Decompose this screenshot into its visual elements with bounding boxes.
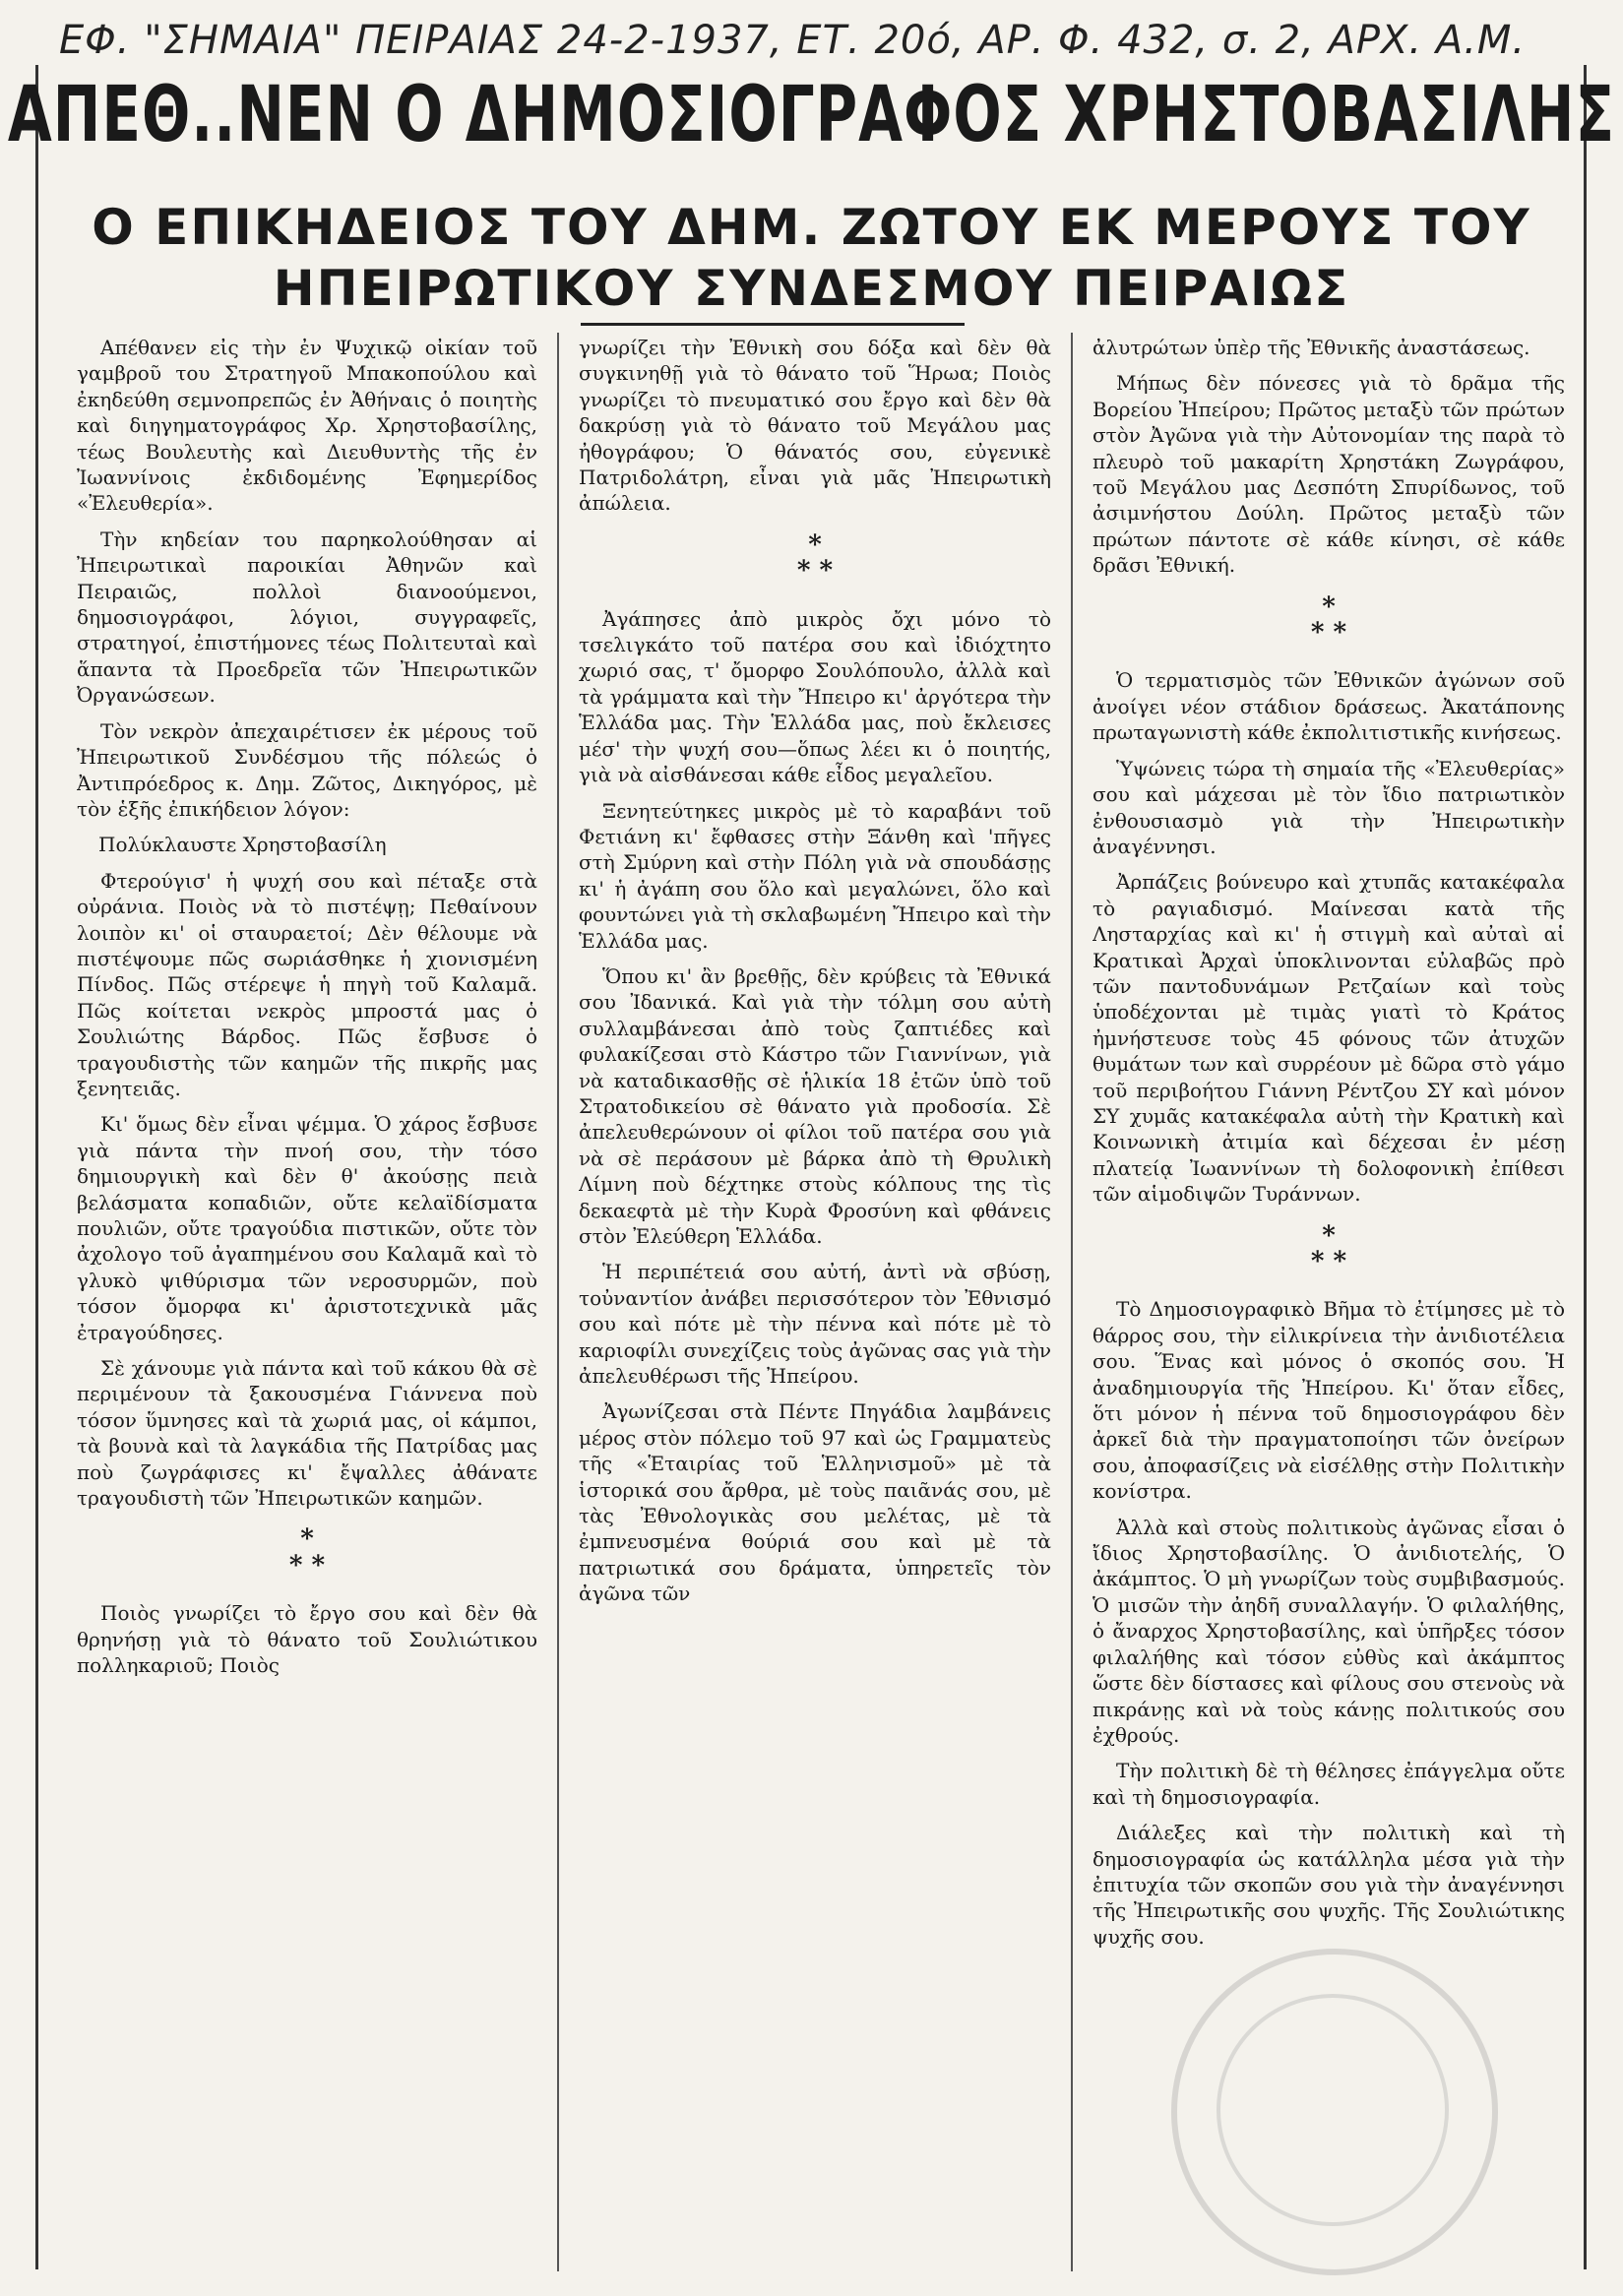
column-divider <box>557 333 559 2271</box>
paragraph: Μήπως δὲν πόνεσες γιὰ τὸ δρᾶμα τῆς Βορείου Ἠπείρου; Πρῶτος μεταξὺ τῶν πρώτων στὸν Ἀγῶνα γιὰ τὴν Αὐτονομίαν της παρὰ τὸ πλευρὸ τοῦ μακαρίτη Χρηστάκη Ζωγράφου, τοῦ Μεγάλου μας Δεσπότη Σπυρίδωνος, τοῦ ἀσιμνήστου Δούλη. Πρῶτος μεταξὺ τῶν πρώτων πάντοτε σὲ κάθε κίνησι, σὲ κάθε δρᾶσι Ἐθνική. <box>1092 371 1565 578</box>
subheadline-line-2: ΗΠΕΙΡΩΤΙΚΟΥ ΣΥΝΔΕΣΜΟΥ ΠΕΙΡΑΙΩΣ <box>273 260 1350 317</box>
section-separator: * * * <box>796 529 834 587</box>
section-separator: * * * <box>1310 591 1347 649</box>
paragraph: Ὁ τερματισμὸς τῶν Ἐθνικῶν ἀγώνων σοῦ ἀνοίγει νέον στάδιον δράσεως. Ἀκατάπονης πρωταγωνιστὴ κάθε ἐκπολιτιστικῆς κινήσεως. <box>1092 668 1565 745</box>
paragraph: Σὲ χάνουμε γιὰ πάντα καὶ τοῦ κάκου θὰ σὲ περιμένουν τὰ ξακουσμένα Γιάννενα ποὺ τόσον ὕμνησες καὶ τὰ χωριά μας, οἱ κάμποι, τὰ βουνὰ καὶ τὰ λαγκάδια τῆς Πατρίδας μας ποὺ ζωγράφισες κι' ἔψαλλες ἀθάνατε τραγουδιστὴ τῶν Ἠπειρωτικῶν καημῶν. <box>77 1356 537 1511</box>
paragraph: Κι' ὅμως δὲν εἶναι ψέμμα. Ὁ χάρος ἔσβυσε γιὰ πάντα τὴν πνοή σου, τὴν τόσο δημιουργικὴ καὶ δὲν θ' ἀκούσῃς πειὰ βελάσματα κοπαδιῶν, οὔτε κελαϊδίσματα πουλιῶν, οὔτε τραγούδια πιστικῶν, οὔτε τὸν ἀχολογο τοῦ ἀγαπημένου σου Καλαμᾶ καὶ τὸ γλυκὸ ψιθύρισμα τῶν νεροσυρμῶν, ποὺ τόσον ὄμορφα κι' ἀριστοτεχνικὰ μᾶς ἐτραγούδησες. <box>77 1112 537 1344</box>
paragraph: Τὸν νεκρὸν ἀπεχαιρέτισεν ἐκ μέρους τοῦ Ἠπειρωτικοῦ Συνδέσμου τῆς πόλεώς ὁ Ἀντιπρόεδρος κ. Δημ. Ζῶτος, Δικηγόρος, μὲ τὸν ἑξῆς ἐπικήδειον λόγον: <box>77 718 537 821</box>
section-separator: * * * <box>288 1524 326 1581</box>
paragraph: γνωρίζει τὴν Ἐθνικὴ σου δόξα καὶ δὲν θὰ συγκινηθῇ γιὰ τὸ θάνατο τοῦ Ἥρωα; Ποιὸς γνωρίζει τὸ πνευματικό σου ἔργο καὶ δὲν θὰ δακρύσῃ γιὰ τὸ θάνατο τοῦ Μεγάλου μας ἠθογράφου; Ὁ θάνατός σου, εὐγενικὲ Πατριδολάτρη, εἶναι γιὰ μᾶς Ἠπειρωτικὴ ἀπώλεια. <box>579 336 1051 516</box>
paragraph: Τὴν κηδείαν του παρηκολούθησαν αἱ Ἠπειρωτικαὶ παροικίαι Ἀθηνῶν καὶ Πειραιῶς, πολλοὶ διανοούμενοι, δημοσιογράφοι, λόγιοι, συγγραφεῖς, στρατηγοί, ἐπιστήμονες τέως Πολιτευταὶ καὶ ἅπαντα τὰ Προεδρεῖα τῶν Ἠπειρωτικῶν Ὀργανώσεων. <box>77 527 537 708</box>
paragraph: Ξενητεύτηκες μικρὸς μὲ τὸ καραβάνι τοῦ Φετιάνη κι' ἔφθασες στὴν Ξάνθη καὶ 'πῆγες στὴ Σμύρνη καὶ στὴν Πόλη γιὰ νὰ σπουδάσῃς κι' ἡ ἀγάπη σου ὅλο καὶ μεγαλώνει, ὅλο καὶ φουντώνει γιὰ τὴ σκλαβωμένη Ἤπειρο καὶ τὴν Ἑλλάδα μας. <box>579 798 1051 953</box>
article-column-2 <box>579 335 1051 2273</box>
paragraph: Ἡ περιπέτειά σου αὐτή, ἀντὶ νὰ σβύσῃ, τοὐναντίον ἀνάβει περισσότερον τὸν Ἐθνισμό σου καὶ πότε μὲ τὴν πέννα καὶ πότε μὲ τὸ καριοφίλι συνεχίζεις τοὺς ἀγῶνας σας γιὰ τὴν ἀπελευθέρωσι τῆς Ἠπείρου. <box>579 1260 1051 1389</box>
paragraph: Διάλεξες καὶ τὴν πολιτικὴ καὶ τὴ δημοσιογραφία ὡς κατάλληλα μέσα γιὰ τὴν ἐπιτυχία τῶν σκοπῶν σου γιὰ τὴν ἀναγέννησι τῆς Ἠπειρωτικῆς σου ψυχῆς. Τῆς Σουλιώτικης ψυχῆς σου. <box>1092 1821 1565 1949</box>
paragraph: Ἀρπάζεις βούνευρο καὶ χτυπᾶς κατακέφαλα τὸ ραγιαδισμό. Μαίνεσαι κατὰ τῆς Λησταρχίας καὶ κι' ἡ στιγμὴ καὶ αὐταὶ αἱ Κρατικαὶ Ἀρχαὶ ὑποκλινονται εὐλαβῶς πρὸ τῶν παντοδυνάμων Ρετζαίων καὶ τοὺς ὑποδέχονται μὲ τιμὰς γιατὶ τὸ Κράτος ἠμνήστευσε τοὺς 45 φόνους τῶν ἀτυχῶν θυμάτων των καὶ συρρέουν μὲ δῶρα στὸ γάμο τοῦ περιβοήτου Γιάννη Ρέντζου ΣΥ καὶ μόνον ΣΥ χυμᾶς κατακέφαλα αὐτὴ τὴν Κρατικὴ καὶ Κοινωνικὴ ἀτιμία καὶ δέχεσαι ἐν μέσῃ πλατείᾳ Ἰωαννίνων τὴ δολοφονικὴ ἐπίθεσι τῶν αἱμοδιψῶν Τυράννων. <box>1092 870 1565 1207</box>
paragraph: Απέθανεν εἰς τὴν ἐν Ψυχικῷ οἰκίαν τοῦ γαμβροῦ του Στρατηγοῦ Μπακοπούλου καὶ ἐκηδεύθη σεμνοπρεπῶς ἐν Ἀθήναις ὁ ποιητὴς καὶ διηγηματογράφος Χρ. Χρηστοβασίλης, τέως Βουλευτὴς καὶ Διευθυντὴς τῆς ἐν Ἰωαννίνοις ἐκδιδομένης Ἐφημερίδος «Ἐλευθερία». <box>77 336 537 516</box>
paragraph: Ὑψώνεις τώρα τὴ σημαία τῆς «Ἐλευθερίας» σου καὶ μάχεσαι μὲ τὸν ἴδιο πατριωτικὸν ἐνθουσιασμὸ γιὰ τὴν Ἠπειρωτικὴν ἀναγέννησι. <box>1092 756 1565 858</box>
paragraph: Ἀγάπησες ἀπὸ μικρὸς ὄχι μόνο τὸ τσελιγκάτο τοῦ πατέρα σου καὶ ἰδιόχτητο χωριό σας, τ' ὄμορφο Σουλόπουλο, ἀλλὰ καὶ τὰ γράμματα καὶ τὴν Ἤπειρο κι' ἀργότερα τὴν Ἑλλάδα μας. Τὴν Ἑλλάδα μας, ποὺ ἔκλεισες μέσ' τὴν ψυχή σου—ὅπως λέει κι ὁ ποιητής, γιὰ νὰ αἰσθάνεσαι κάθε εἶδος μεγαλεῖου. <box>579 606 1051 787</box>
archive-stamp-watermark <box>1171 1949 1498 2275</box>
paragraph: Ἀλλὰ καὶ στοὺς πολιτικοὺς ἀγῶνας εἶσαι ὁ ἴδιος Χρηστοβασίλης. Ὁ ἀνιδιοτελής, Ὁ ἀκάμπτος. Ὁ μὴ γνωρίζων τοὺς συμβιβασμούς. Ὁ μισῶν τὴν ἀηδῆ συναλλαγήν. Ὁ φιλαλήθης, ὁ ἄναρχος Χρηστοβασίλης, καὶ ὑπῆρξες τόσον φιλαλήθης καὶ τόσον εὐθὺς καὶ ἀκάμπτος ὥστε δὲν δίστασες καὶ φίλους σου στενοὺς νὰ πικράνῃς καὶ νὰ τοὺς κάνῃς πολιτικούς σου ἐχθρούς. <box>1092 1515 1565 1747</box>
article-column-1 <box>77 335 537 2273</box>
handwritten-archive-note: ΕΦ. "ΣΗΜΑΙΑ" ΠΕΙΡΑΙΑΣ 24-2-1937, ΕΤ. 20ό, ΑΡ. Φ. 432, σ. 2, ΑΡΧ. Α.Μ. <box>59 18 1527 63</box>
headline-rule <box>581 323 965 326</box>
headline: ΑΠΕΘ..ΝΕΝ Ο ΔΗΜΟΣΙΟΓΡΑΦΟΣ ΧΡΗΣΤΟΒΑΣΙΛΗΣ <box>7 69 1616 159</box>
paragraph: Πολύκλαυστε Χρηστοβασίλη <box>98 833 387 857</box>
paragraph: ἀλυτρώτων ὑπὲρ τῆς Ἐθνικῆς ἀναστάσεως. <box>1092 336 1530 359</box>
paragraph: Φτερούγισ' ἡ ψυχή σου καὶ πέταξε στὰ οὐράνια. Ποιὸς νὰ τὸ πιστέψῃ; Πεθαίνουν λοιπὸν κι' οἱ σταυραετοί; Δὲν θέλουμε νὰ πιστέψουμε πῶς σωριάσθηκε ἡ χιονισμένη Πίνδος. Πῶς στέρεψε ἡ πηγὴ τοῦ Καλαμᾶ. Πῶς κοίτεται νεκρὸς μπροστά μας ὁ Σουλιώτης Βάρδος. Πῶς ἔσβυσε ὁ τραγουδιστὴς τῶν καημῶν τῆς πικρῆς μας ξενητειᾶς. <box>77 868 537 1100</box>
subheadline <box>0 197 1623 319</box>
paragraph: Τὴν πολιτικὴ δὲ τὴ θέλησες ἐπάγγελμα οὔτε καὶ τὴ δημοσιογραφία. <box>1092 1759 1565 1809</box>
subheadline-line-1: Ο ΕΠΙΚΗΔΕΙΟΣ ΤΟΥ ΔΗΜ. ΖΩΤΟΥ ΕΚ ΜΕΡΟΥΣ ΤΟΥ <box>92 199 1531 256</box>
paragraph: Τὸ Δημοσιογραφικὸ Βῆμα τὸ ἐτίμησες μὲ τὸ θάρρος σου, τὴν εἰλικρίνεια τὴν ἀνιδιοτέλεια σου. Ἕνας καὶ μόνος ὁ σκοπός σου. Ἡ ἀναδημιουργία τῆς Ἠπείρου. Κι' ὅταν εἶδες, ὅτι μόνον ἡ πέννα τοῦ δημοσιογράφου δὲν ἀρκεῖ διὰ τὴν πραγματοποίησι τῶν ὀνείρων σου, ἀποφασίζεις νὰ εἰσέλθῃς στὴν Πολιτικὴν κονίστρα. <box>1092 1297 1565 1504</box>
paragraph: Ὅπου κι' ἂν βρεθῇς, δὲν κρύβεις τὰ Ἐθνικά σου Ἰδανικά. Καὶ γιὰ τὴν τόλμη σου αὐτὴ συλλαμβάνεσαι ἀπὸ τοὺς ζαπτιέδες καὶ φυλακίζεσαι στὸ Κάστρο τῶν Γιαννίνων, γιὰ νὰ καταδικασθῇς σὲ ἡλικία 18 ἐτῶν ὑπὸ τοῦ Στρατοδικείου σὲ θάνατο γιὰ προδοσία. Σὲ ἀπελευθερώνουν οἱ φίλοι τοῦ πατέρα σου γιὰ νὰ σὲ περάσουν μὲ βάρκα ἀπὸ τὴ Θρυλικὴ Λίμνη ποὺ δέχτηκε στοὺς κόλπους της τὶς δεκαεφτὰ μὲ τὴν Κυρὰ Φροσύνη καὶ φθάνεις στὸν Ἐλεύθερη Ἑλλάδα. <box>579 963 1051 1248</box>
archive-stamp-inner-ring <box>1217 1994 1449 2226</box>
paragraph: Ἀγωνίζεσαι στὰ Πέντε Πηγάδια λαμβάνεις μέρος στὸν πόλεμο τοῦ 97 καὶ ὡς Γραμματεὺς τῆς «Ἑταιρίας τοῦ Ἑλληνισμοῦ» μὲ τὰ ἱστορικά σου ἄρθρα, μὲ τοὺς παιᾶνάς σου, μὲ τὰς Ἐθνολογικὰς σου μελέτας, μὲ τὰ ἐμπνευσμένα θούριά σου καὶ μὲ τὰ πατριωτικά σου δράματα, ὑπηρετεῖς τὸν ἀγῶνα τῶν <box>579 1399 1051 1606</box>
column-divider <box>1071 333 1073 2271</box>
paragraph: Ποιὸς γνωρίζει τὸ ἔργο σου καὶ δὲν θὰ θρηνήσῃ γιὰ τὸ θάνατο τοῦ Σουλιώτικου πολληκαριοῦ; Ποιὸς <box>77 1601 537 1678</box>
section-separator: * * * <box>1310 1220 1347 1276</box>
